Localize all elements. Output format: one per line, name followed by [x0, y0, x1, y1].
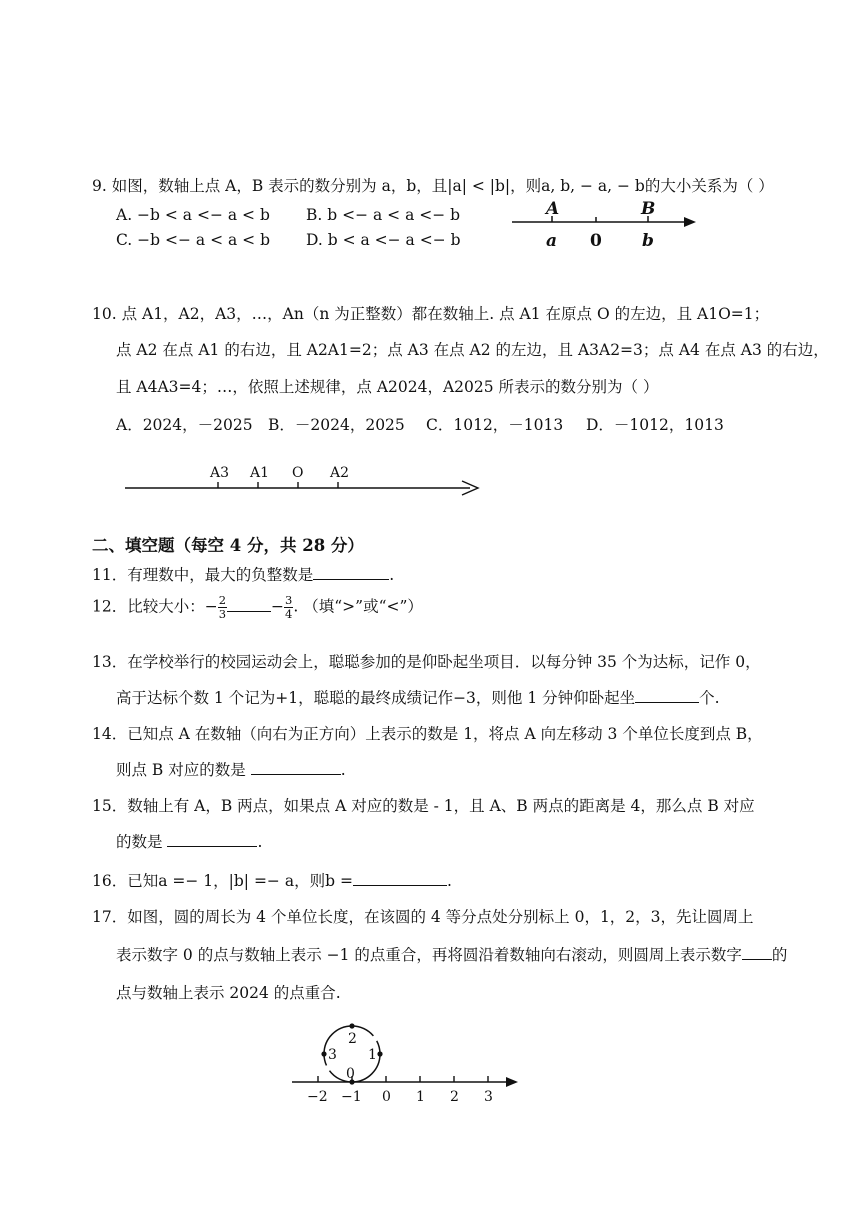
- q9-label-0: 0: [590, 231, 602, 251]
- q9-label-B: B: [641, 199, 656, 219]
- q10-line-1: 10. 点 A1，A2，A3，…，An（n 为正整数）都在数轴上. 点 A1 在原点 O 的左边，且 A1O=1；: [92, 305, 770, 323]
- q15-line-1: 15．数轴上有 A，B 两点，如果点 A 对应的数是 - 1，且 A、B 两点的距离是 4，那么点 B 对应: [92, 797, 755, 815]
- q17-answer-blank[interactable]: [742, 959, 772, 960]
- q14-line-2-end: .: [340, 761, 346, 779]
- q12-frac1-denominator: 3: [218, 607, 227, 622]
- q12-answer-blank[interactable]: [227, 611, 271, 612]
- q17-axis-label-2: 2: [450, 1089, 459, 1105]
- q10-label-A3: A3: [210, 465, 230, 481]
- q17-axis-label-1: 1: [416, 1089, 425, 1105]
- q9-option-d: D. b < a <− a <− b: [306, 231, 461, 249]
- q17-axis-label-neg2: −2: [307, 1089, 328, 1105]
- q17-point-2: [349, 1023, 354, 1028]
- q9-label-b: b: [642, 231, 654, 251]
- q13-line-1: 13．在学校举行的校园运动会上，聪聪参加的是仰卧起坐项目．以每分钟 35 个为达标，记作 0，: [92, 653, 761, 671]
- q17-circle-label-0: 0: [346, 1066, 355, 1082]
- q14-answer-blank[interactable]: [251, 774, 341, 775]
- q16-end: .: [446, 872, 452, 890]
- section-2-title: 二、填空题（每空 4 分，共 28 分）: [92, 536, 364, 555]
- q10-label-A2: A2: [330, 465, 350, 481]
- q17-point-3: [321, 1051, 326, 1056]
- q10-label-A1: A1: [250, 465, 270, 481]
- q12-suffix: . （填“>”或“<”）: [293, 597, 423, 616]
- q9-label-A: A: [546, 199, 560, 219]
- q11-answer-blank[interactable]: [313, 579, 389, 580]
- q10-line-3: 且 A4A3=4；…，依照上述规律，点 A2024，A2025 所表示的数分别为（ ）: [116, 378, 659, 396]
- q13-line-2: [116, 686, 720, 708]
- q9-option-c: C. −b <− a < a < b: [116, 231, 270, 249]
- q17-axis-arrow: [506, 1077, 518, 1087]
- q10-option-a: A．2024，－2025: [116, 416, 253, 434]
- q17-line-1: 17．如图，圆的周长为 4 个单位长度，在该圆的 4 等分点处分别标上 0，1，2，3，先让圆周上: [92, 908, 754, 926]
- q12-fraction-2: [284, 594, 293, 621]
- q17-axis-label-3: 3: [484, 1089, 493, 1105]
- q17-line-2-end: 的: [771, 946, 788, 964]
- q10-option-c: C．1012，－1013: [426, 416, 564, 434]
- q11-end: .: [389, 566, 395, 584]
- q16: [92, 869, 452, 891]
- q10-line-2: 点 A2 在点 A1 的右边，且 A2A1=2；点 A3 在点 A2 的左边，且 A3A2=3；点 A4 在点 A3 的右边，: [116, 341, 829, 359]
- q13-answer-blank[interactable]: [635, 702, 699, 703]
- q10-option-b: B．－2024，2025: [268, 416, 405, 434]
- q10-label-O: O: [292, 465, 304, 481]
- q17-line-2-text: 表示数字 0 的点与数轴上表示 −1 的点重合，再将圆沿着数轴向右滚动，则圆周上表示数字: [116, 946, 742, 964]
- q12-mid: −: [271, 597, 285, 616]
- q11-text: 11．有理数中，最大的负整数是: [92, 566, 314, 584]
- q9-label-a: a: [546, 231, 558, 251]
- q12: [92, 594, 423, 621]
- q15-line-2-text: 的数是: [116, 833, 163, 851]
- q17-line-3: 点与数轴上表示 2024 的点重合.: [116, 984, 341, 1002]
- q17-circle-label-2: 2: [348, 1031, 357, 1047]
- q15-answer-blank[interactable]: [167, 846, 257, 847]
- q11: [92, 563, 394, 585]
- q13-line-2-text: 高于达标个数 1 个记为+1，聪聪的最终成绩记作−3，则他 1 分钟仰卧起坐: [116, 689, 636, 707]
- q17-axis-label-neg1: −1: [341, 1089, 362, 1105]
- q15-line-2-end: .: [257, 833, 263, 851]
- q9-axis-arrow: [684, 217, 696, 227]
- q17-line-2: [116, 943, 787, 965]
- q17-circle-label-1: 1: [368, 1047, 377, 1063]
- q17-circle-label-3: 3: [328, 1047, 337, 1063]
- q14-line-2: [116, 758, 346, 780]
- q17-axis-label-0: 0: [382, 1089, 391, 1105]
- q9-stem: 9. 如图，数轴上点 A，B 表示的数分别为 a，b，且|a| < |b|，则a, b, − a, − b的大小关系为（ ）: [92, 177, 774, 195]
- q16-text: 16．已知a =− 1，|b| =− a，则b =: [92, 872, 353, 890]
- q14-line-1: 14．已知点 A 在数轴（向右为正方向）上表示的数是 1，将点 A 向左移动 3 个单位长度到点 B，: [92, 725, 763, 743]
- q17-point-1: [377, 1051, 382, 1056]
- q9-option-b: B. b <− a < a <− b: [306, 206, 461, 224]
- q12-fraction-1: [218, 594, 227, 621]
- q9-option-a: A. −b < a <− a < b: [116, 206, 270, 224]
- q13-line-2-end: 个.: [699, 689, 720, 707]
- q12-frac1-numerator: 2: [218, 593, 227, 607]
- q12-prefix: 12．比较大小：−: [92, 597, 218, 616]
- q16-answer-blank[interactable]: [353, 885, 447, 886]
- q14-line-2-text: 则点 B 对应的数是: [116, 761, 246, 779]
- q12-frac2-denominator: 4: [285, 607, 293, 622]
- q10-option-d: D．－1012，1013: [586, 416, 724, 434]
- q12-frac2-numerator: 3: [285, 593, 293, 607]
- q15-line-2: [116, 830, 262, 852]
